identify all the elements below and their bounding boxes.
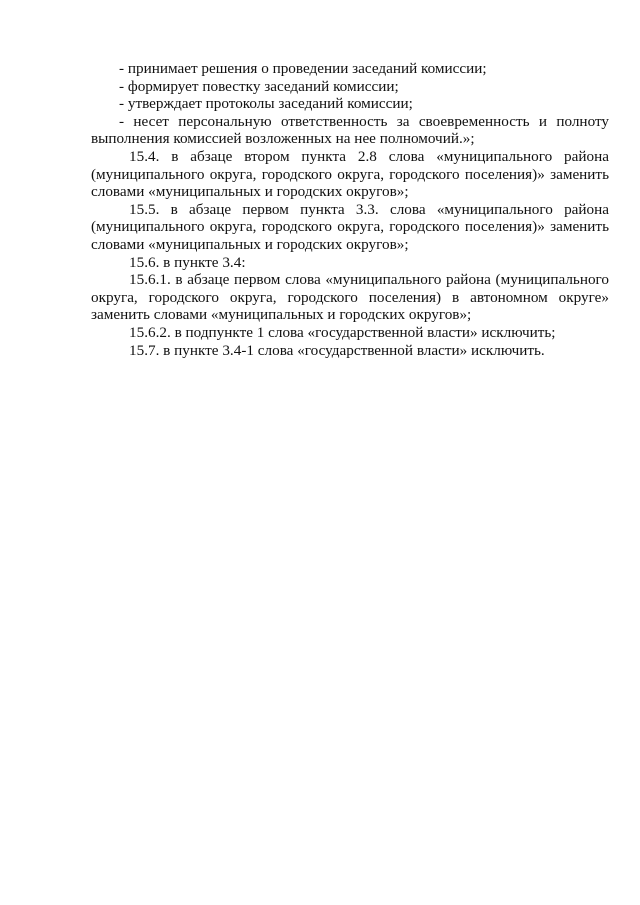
list-item-decisions: - принимает решения о проведении заседаний комиссии; (119, 60, 487, 77)
list-item-agenda: - формирует повестку заседаний комиссии; (119, 77, 399, 95)
document-body (91, 60, 609, 359)
list-item-protocols: - утверждает протоколы заседаний комиссии; (119, 95, 413, 113)
clause-15-6-2: 15.6.2. в подпункте 1 слова «государственной власти» исключить; (129, 323, 556, 341)
clause-15-7: 15.7. в пункте 3.4-1 слова «государственной власти» исключить. (129, 341, 545, 359)
clause-15-4: 15.4. в абзаце втором пункта 2.8 слова «муниципального района (муниципального округа, городского округа, городского поселения)» заменить словами «муниципальных и городских округов»; (91, 147, 609, 201)
clause-15-5: 15.5. в абзаце первом пункта 3.3. слова «муниципального района (муниципального округа, городского округа, городского поселения)» заменить словами «муниципальных и городских округов»; (91, 200, 609, 253)
list-item-responsibility: - несет персональную ответственность за своевременность и полноту выполнения комиссией возложенных на нее полномочий.»; (91, 112, 609, 148)
clause-15-6-1: 15.6.1. в абзаце первом слова «муниципального района (муниципального округа, городского округа, городского поселения) в автономном округе» заменить словами «муниципальных и городских округов»; (91, 271, 609, 324)
clause-15-6: 15.6. в пункте 3.4: (129, 253, 246, 271)
